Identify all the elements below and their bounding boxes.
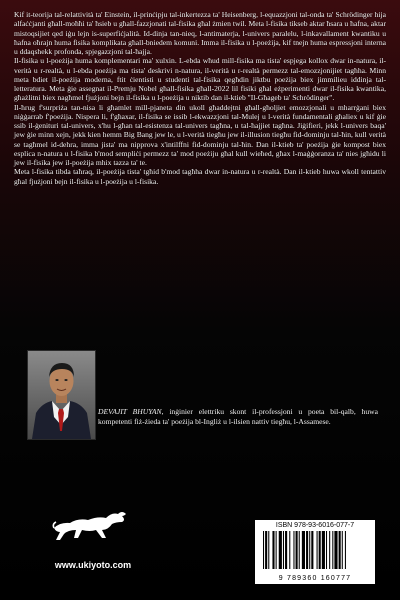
blurb-paragraph: Kif it-teorija tal-relattività ta' Einstein, il-prinċipju tal-inkertezza ta' Heisenberg, l-equazzjoni tal-onda ta' Schrödinger hija alfaċċjanti għall-moħħi ta' ħsieb u għall-fazzjonati tal-fisika għal żmien twil. Meta l-fisika tikseb aktar ħsara u ħafna, aktar mistoqsijiet qed iġu lejn is-superfiċjalità. Id-dinja tan-nieq, l-antimaterja, l-univers paralelu, l-inkavallament kwantiku u ħafna oħrajn huma fisika komplikata għall-bniedem komuni. Imma il-fisika u l-poeżija, kif tnejn huma espressjoni interna u ddaqshekk profonda, spjegazzjoni tal-ħajja. xyxy=(14,10,386,56)
author-photo xyxy=(27,350,96,440)
blurb-paragraph: Il-fisika u l-poeżija huma komplementari ma' xulxin. L-ebda wħud mill-fisika ma tista' espjega kollox dwar in-natura, il-verità u r-realtà, u l-ebda poeżija ma tista' deskrivi n-natura, il-verità u r-realtà permezz tal-emozzjonijiet tagħha. Minn meta bdiet il-poeżija moderna, ftit ċientisti u studenti tal-fisika qegħdin jiktbu poeżija biex jimmilieu iddinja tal-letteratura. Meta ġie assegnat il-Premju Nobel għall-fisika għall-2022 lil fisiki għal eżperimenti dwar il-fisika kwantika, għażlitni biex nagħmel fjużjoni bejn il-fisika u l-poeżija u niktib dan il-ktieb "Il-Għageb ta' Schrödinger". xyxy=(14,56,386,103)
publisher-logo xyxy=(52,508,130,542)
isbn-number: 9 789360 160777 xyxy=(278,575,352,582)
isbn-barcode xyxy=(255,520,375,584)
author-name: DEVAJIT BHUYAN xyxy=(98,407,162,416)
publisher-url[interactable]: www.ukiyoto.com xyxy=(54,560,132,570)
back-cover-blurb xyxy=(14,10,386,186)
author-bio xyxy=(98,407,378,426)
barcode-icon xyxy=(261,531,369,569)
isbn-label: ISBN 978-93-6016-077-7 xyxy=(275,522,355,529)
blurb-paragraph: Il-ħrug f'surpriża tan-nisa li għamlet mill-pjaneta din ukoll għaddejtni għall-għoljiet emozzjonali u mharrġani biex niġġarrab f'poeżija. Nispera li, f'għaxar, il-fisika se issib l-ekwazzjoni tal-Mulej u l-verità fundamentali għaliex u kif ġie ssib il-ġenituri tal-univers, x'hu l-għan tal-esistenza tal-univers tagħna, u tal-ħajjiet tagħna. Jiġifieri, jekk l-univers baqa' jew ġie minn xejn, jekk kien hemm Big Bang jew le, u l-verità tiegħu jew il-illusion tiegħu fid-dominju tal-ħin, kull verità se tagħmel id-dehra, imma jista' ma nipprova x'intilffni fid-dominju tal-ħin. Dan il-ktieb ta' poeżija ġie kompost biex esplica n-natura u l-fisika b'mod sempliċi permezz ta' mod poeżiju għal kull wieħed, għax l-maġġoranza ta' nies jgħidu li jew il-fisika jew il-poeżija mhix tazza ta' te. xyxy=(14,102,386,167)
author-bio-text: , inġinier elettriku skont il-professjoni u poeta bil-qalb, huwa kompetenti fiż-żieda ta' poeżija bl-Ingliż u l-ilsien nattiv tiegħu, l-Assamese. xyxy=(98,407,378,426)
blurb-paragraph: Meta l-fisika tibda taħraq, il-poeżija tista' tgħid b'mod tagħha dwar in-natura u r-realtà. Dan il-ktieb huwa wkoll tentattiv għal fjużjoni bejn il-fisika u l-poeżija u l-fisika. xyxy=(14,167,386,186)
